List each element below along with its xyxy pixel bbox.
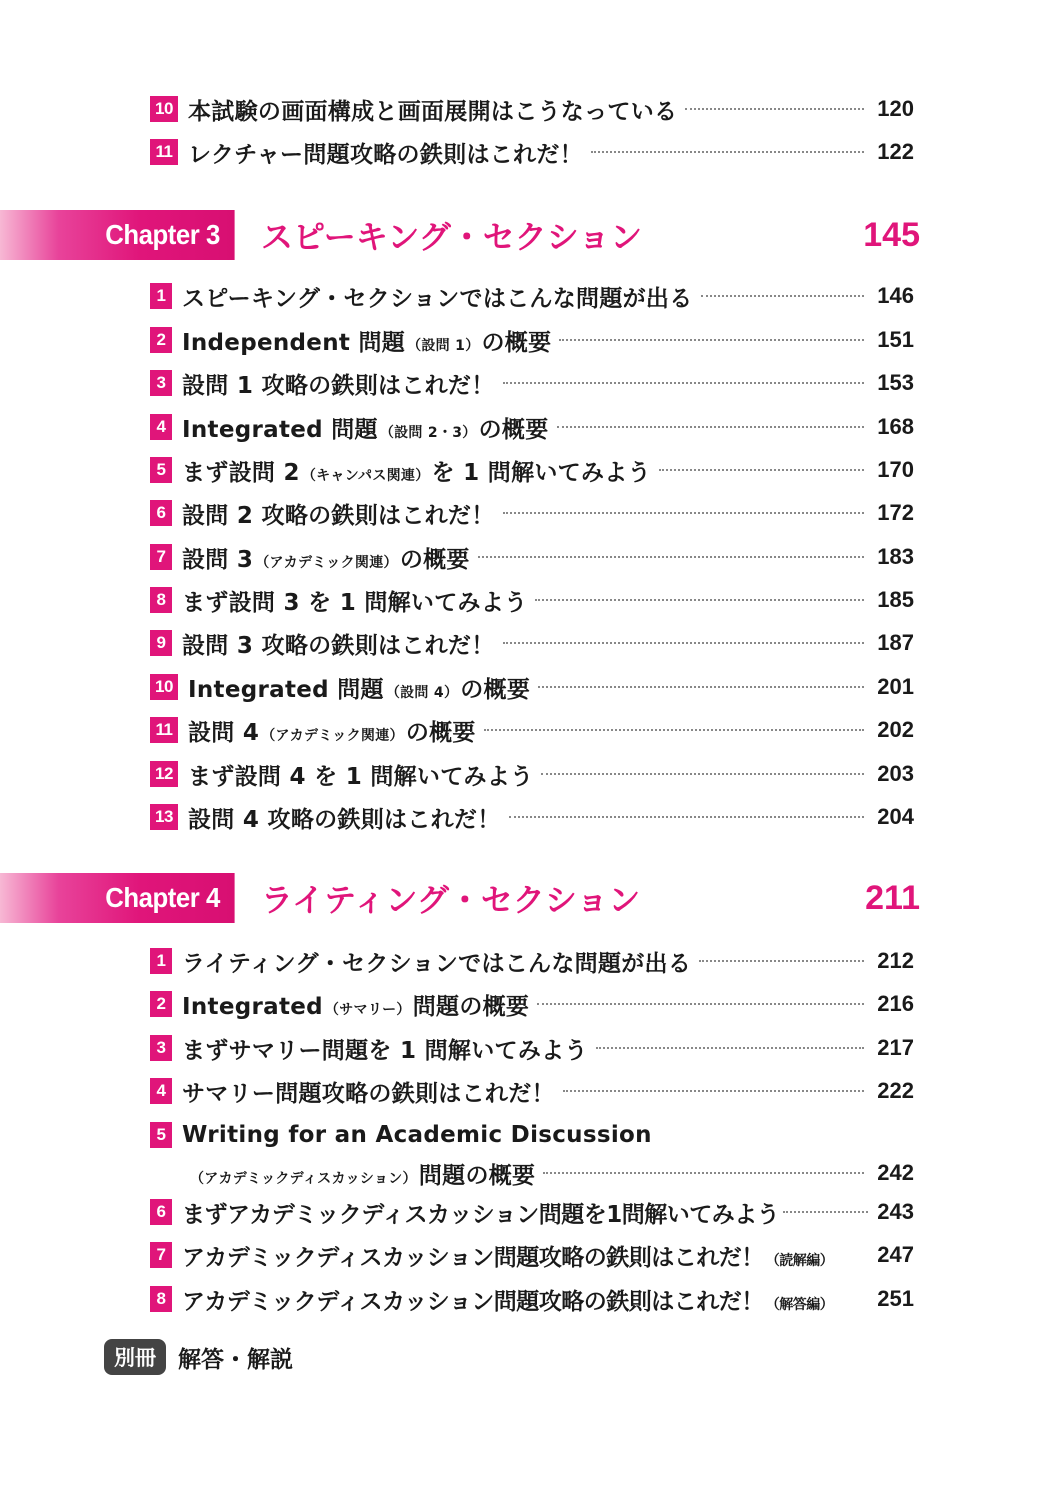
item-title: レクチャー問題攻略の鉄則はこれだ！: [188, 141, 583, 168]
item-number: 7: [150, 544, 172, 570]
toc-row[interactable]: [150, 279, 914, 313]
item-title: スピーキング・セクションではこんな問題が出る: [182, 285, 693, 312]
chapter-label: Chapter 3: [0, 210, 235, 260]
chapter-page: 211: [865, 878, 920, 917]
dot-leader: [701, 295, 864, 297]
dot-leader: [541, 773, 864, 775]
item-title: まずサマリー問題を 1 問解いてみよう: [182, 1037, 588, 1064]
toc-row[interactable]: [150, 670, 914, 704]
title-main: まず設問 2: [182, 459, 300, 486]
toc-row[interactable]: [150, 583, 914, 617]
dot-leader: [538, 686, 864, 688]
title-main: アカデミックディスカッション問題攻略の鉄則はこれだ！: [182, 1288, 764, 1315]
dot-leader: [563, 1090, 864, 1092]
item-title: まずアカデミックディスカッション問題を1問解いてみよう: [182, 1201, 780, 1228]
item-number: 6: [150, 500, 172, 526]
dot-leader: [659, 469, 864, 471]
dot-leader: [503, 642, 864, 644]
supplement-title: 解答・解説: [178, 1346, 293, 1373]
title-tail: 問題の概要: [412, 993, 530, 1020]
title-tail: の概要: [405, 719, 476, 746]
item-page: 201: [877, 674, 914, 699]
title-main: 設問 3: [182, 546, 254, 573]
item-number: 10: [150, 96, 178, 122]
dot-leader: [596, 1047, 864, 1049]
title-note: （サマリー）: [324, 1001, 411, 1018]
item-page: 204: [877, 804, 914, 829]
item-page: 222: [877, 1078, 914, 1103]
dot-leader: [699, 960, 864, 962]
title-main: アカデミックディスカッション問題攻略の鉄則はこれだ！: [182, 1244, 764, 1271]
item-title: [182, 988, 529, 1021]
dot-leader: [509, 816, 864, 818]
dot-leader: [484, 729, 864, 731]
item-title: [182, 454, 651, 487]
item-title: [182, 411, 549, 444]
item-title: [188, 714, 476, 747]
dot-leader: [537, 1003, 864, 1005]
toc-row[interactable]: [150, 1238, 914, 1272]
toc-row-continuation[interactable]: [188, 1156, 914, 1190]
item-page: 243: [877, 1199, 914, 1224]
chapter-page: 145: [863, 215, 920, 254]
toc-row[interactable]: [150, 987, 914, 1021]
item-page: 170: [877, 457, 914, 482]
title-main: Independent 問題: [182, 329, 406, 356]
item-title: 設問 2 攻略の鉄則はこれだ！: [182, 502, 495, 529]
item-title: ライティング・セクションではこんな問題が出る: [182, 950, 692, 977]
item-page: 153: [877, 370, 914, 395]
dot-leader: [591, 151, 864, 153]
item-number: 5: [150, 457, 172, 483]
dot-leader: [535, 599, 864, 601]
chapter-4-header[interactable]: [0, 872, 920, 924]
toc-row[interactable]: [150, 1282, 914, 1316]
dot-leader: [837, 1254, 870, 1256]
title-tail: の概要: [478, 416, 549, 443]
dot-leader: [543, 1172, 864, 1174]
item-page: 187: [877, 630, 914, 655]
title-note: （キャンパス関連）: [301, 467, 430, 484]
item-title: 本試験の画面構成と画面展開はこうなっている: [188, 98, 678, 125]
title-note: （設問 2・3）: [379, 424, 477, 441]
item-page: 216: [877, 991, 914, 1016]
toc-row[interactable]: [150, 135, 914, 169]
item-title: [182, 324, 551, 357]
title-main: Integrated: [182, 993, 323, 1020]
item-number: 3: [150, 370, 172, 396]
item-number: 3: [150, 1035, 172, 1061]
supplement-badge: 別冊: [104, 1339, 166, 1375]
item-number: 11: [150, 717, 178, 743]
item-number: 7: [150, 1242, 172, 1268]
item-number: 5: [150, 1122, 172, 1148]
toc-row[interactable]: [150, 800, 914, 834]
item-page: 168: [877, 414, 914, 439]
toc-row[interactable]: [150, 453, 914, 487]
item-page: 203: [877, 761, 914, 786]
title-note: （アカデミック関連）: [261, 727, 404, 744]
item-number: 12: [150, 761, 178, 787]
dot-leader: [559, 339, 864, 341]
title-note: （設問 4）: [385, 684, 459, 701]
item-page: 202: [877, 717, 914, 742]
dot-leader: [503, 382, 864, 384]
item-title: Writing for an Academic Discussion: [182, 1122, 652, 1148]
item-number: 9: [150, 630, 172, 656]
item-page: 122: [877, 139, 914, 164]
item-page: 151: [877, 327, 914, 352]
chapter-title: スピーキング・セクション: [261, 218, 643, 256]
supplement-row[interactable]: [104, 1339, 293, 1375]
item-page: 247: [877, 1242, 914, 1267]
item-number: 11: [150, 139, 178, 165]
dot-leader: [685, 108, 864, 110]
toc-row[interactable]: [150, 323, 914, 357]
title-tail: 問題の概要: [418, 1162, 536, 1189]
item-title: [182, 541, 470, 574]
toc-row[interactable]: [150, 92, 914, 126]
toc-row[interactable]: [150, 626, 914, 660]
item-title: 設問 3 攻略の鉄則はこれだ！: [182, 632, 495, 659]
chapter-3-header[interactable]: [0, 209, 920, 261]
title-main: Integrated 問題: [182, 416, 378, 443]
item-number: 6: [150, 1199, 172, 1225]
item-page: 251: [877, 1286, 914, 1311]
toc-row[interactable]: [150, 496, 914, 530]
item-title: サマリー問題攻略の鉄則はこれだ！: [182, 1080, 555, 1107]
dot-leader: [783, 1211, 868, 1213]
title-note: （アカデミック関連）: [255, 554, 398, 571]
item-number: 4: [150, 1078, 172, 1104]
item-number: 10: [150, 674, 178, 700]
item-page: 146: [877, 283, 914, 308]
chapter-label: Chapter 4: [0, 873, 235, 923]
item-number: 13: [150, 804, 178, 830]
item-number: 1: [150, 283, 172, 309]
item-title: 設問 1 攻略の鉄則はこれだ！: [182, 372, 495, 399]
toc-row[interactable]: [150, 540, 914, 574]
title-note: （読解編）: [765, 1252, 834, 1269]
title-note: （設問 1）: [407, 337, 480, 354]
toc-row[interactable]: [150, 713, 914, 747]
dot-leader: [837, 1298, 870, 1300]
item-title: まず設問 3 を 1 問解いてみよう: [182, 589, 528, 616]
item-number: 1: [150, 948, 172, 974]
item-page: 185: [877, 587, 914, 612]
item-page: 183: [877, 544, 914, 569]
toc-row[interactable]: [150, 1118, 914, 1152]
toc-row[interactable]: [150, 1074, 914, 1108]
dot-leader: [478, 556, 864, 558]
item-title: [188, 1157, 535, 1190]
chapter-title: ライティング・セクション: [261, 881, 641, 919]
item-number: 2: [150, 327, 172, 353]
toc-row[interactable]: [150, 757, 914, 791]
item-page: 217: [877, 1035, 914, 1060]
toc-row[interactable]: [150, 366, 914, 400]
item-page: 242: [877, 1160, 914, 1185]
item-number: 4: [150, 414, 172, 440]
item-number: 8: [150, 1286, 172, 1312]
toc-row[interactable]: [150, 1195, 914, 1229]
title-tail: の概要: [460, 676, 531, 703]
title-tail: の概要: [481, 329, 552, 356]
title-note: （アカデミックディスカッション）: [190, 1170, 417, 1187]
item-page: 212: [877, 948, 914, 973]
title-note: （解答編）: [765, 1296, 834, 1313]
item-title: 設問 4 攻略の鉄則はこれだ！: [188, 806, 501, 833]
item-title: [182, 1239, 835, 1272]
item-title: [182, 1283, 835, 1316]
toc-row[interactable]: [150, 1031, 914, 1065]
item-number: 2: [150, 991, 172, 1017]
item-page: 172: [877, 500, 914, 525]
item-title: まず設問 4 を 1 問解いてみよう: [188, 763, 534, 790]
dot-leader: [503, 512, 864, 514]
item-number: 8: [150, 587, 172, 613]
toc-row[interactable]: [150, 410, 914, 444]
title-main: Integrated 問題: [188, 676, 384, 703]
title-tail: を 1 問解いてみよう: [431, 459, 651, 486]
title-tail: の概要: [399, 546, 470, 573]
item-page: 120: [877, 96, 914, 121]
dot-leader: [557, 426, 865, 428]
title-main: 設問 4: [188, 719, 260, 746]
toc-row[interactable]: [150, 944, 914, 978]
item-title: [188, 671, 530, 704]
